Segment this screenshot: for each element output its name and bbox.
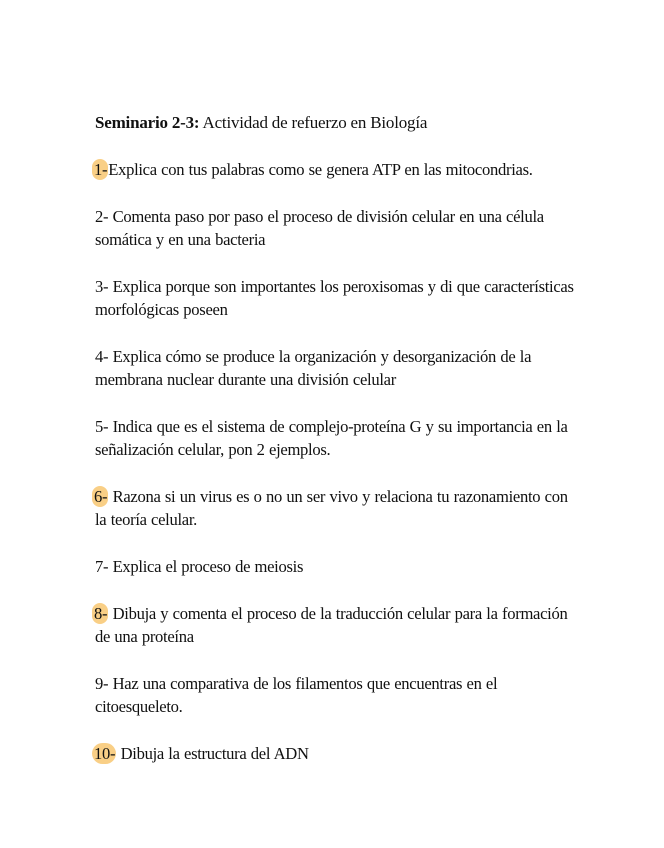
question-7	[95, 555, 575, 578]
question-8	[95, 602, 575, 648]
question-text: Explica con tus palabras como se genera ATP en las mitocondrias.	[108, 160, 533, 179]
question-number: 4-	[95, 347, 109, 366]
question-4	[95, 345, 575, 391]
question-text: Explica el proceso de meiosis	[108, 557, 304, 576]
question-text: Haz una comparativa de los filamentos que encuentras en el citoesqueleto.	[95, 674, 498, 716]
question-9	[95, 672, 575, 718]
question-text: Explica porque son importantes los peroxisomas y di que características morfológicas poseen	[95, 277, 574, 319]
document-page	[95, 112, 575, 789]
question-number: 9-	[95, 674, 109, 693]
question-number: 2-	[95, 207, 109, 226]
question-number: 7-	[95, 557, 109, 576]
question-10	[95, 742, 575, 765]
question-text: Razona si un virus es o no un ser vivo y relaciona tu razonamiento con la teoría celular.	[95, 487, 568, 529]
question-number: 3-	[95, 277, 109, 296]
question-text: Explica cómo se produce la organización y desorganización de la membrana nuclear durante una división celular	[95, 347, 532, 389]
title-text: Actividad de refuerzo en Biología	[199, 113, 428, 132]
question-number: 8-	[94, 604, 108, 623]
question-number: 5-	[95, 417, 109, 436]
question-text: Dibuja la estructura del ADN	[116, 744, 309, 763]
question-number: 6-	[94, 487, 108, 506]
question-text: Comenta paso por paso el proceso de división celular en una célula somática y en una bacteria	[95, 207, 544, 249]
question-5	[95, 415, 575, 461]
question-text: Indica que es el sistema de complejo-proteína G y su importancia en la señalización celular, pon 2 ejemplos.	[95, 417, 568, 459]
question-number: 10-	[94, 744, 116, 763]
question-number: 1-	[94, 160, 108, 179]
title-bold: Seminario 2-3:	[95, 113, 200, 132]
question-text: Dibuja y comenta el proceso de la traducción celular para la formación de una proteína	[95, 604, 568, 646]
question-2	[95, 205, 575, 251]
question-3	[95, 275, 575, 321]
document-title	[95, 112, 575, 134]
question-6	[95, 485, 575, 531]
question-1	[95, 158, 575, 181]
